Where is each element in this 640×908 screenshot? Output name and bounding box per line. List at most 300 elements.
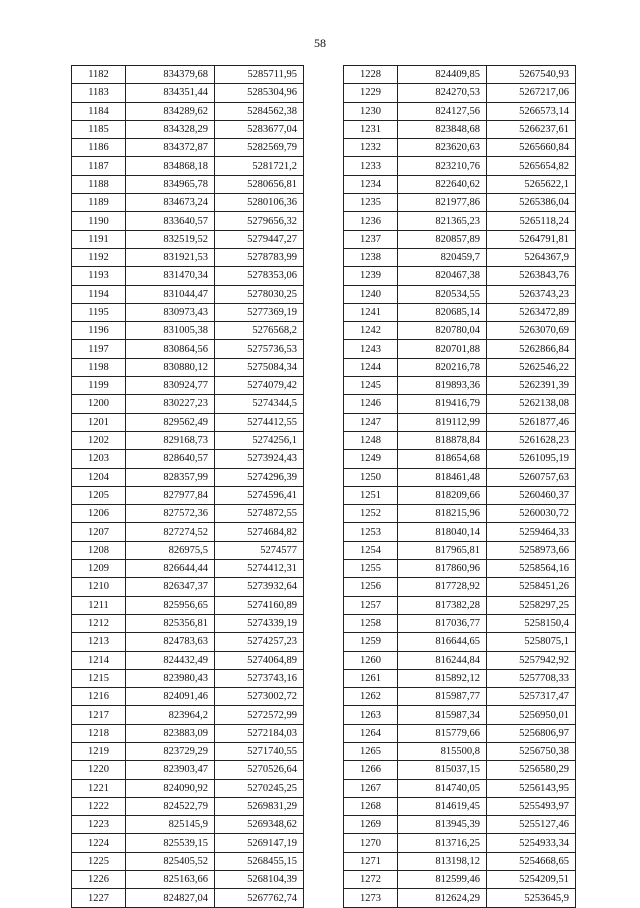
- x-coordinate-cell: 825356,81: [126, 614, 215, 632]
- x-coordinate-cell: 820857,89: [398, 230, 487, 248]
- table-row: [344, 102, 576, 120]
- point-number-cell: 1202: [72, 431, 126, 449]
- x-coordinate-cell: 827274,52: [126, 523, 215, 541]
- table-row: [72, 541, 304, 559]
- y-coordinate-cell: 5267217,06: [487, 84, 576, 102]
- x-coordinate-cell: 824091,46: [126, 688, 215, 706]
- point-number-cell: 1235: [344, 194, 398, 212]
- x-coordinate-cell: 830924,77: [126, 377, 215, 395]
- point-number-cell: 1201: [72, 413, 126, 431]
- y-coordinate-cell: 5263843,76: [487, 267, 576, 285]
- table-row: [344, 212, 576, 230]
- table-row: [344, 852, 576, 870]
- table-row: [72, 761, 304, 779]
- point-number-cell: 1185: [72, 120, 126, 138]
- y-coordinate-cell: 5263070,69: [487, 322, 576, 340]
- point-number-cell: 1213: [72, 633, 126, 651]
- point-number-cell: 1207: [72, 523, 126, 541]
- x-coordinate-cell: 824270,53: [398, 84, 487, 102]
- table-row: [72, 706, 304, 724]
- table-row: [72, 377, 304, 395]
- point-number-cell: 1208: [72, 541, 126, 559]
- table-row: [344, 248, 576, 266]
- x-coordinate-cell: 825539,15: [126, 834, 215, 852]
- x-coordinate-cell: 830227,23: [126, 395, 215, 413]
- table-row: [72, 742, 304, 760]
- x-coordinate-cell: 834328,29: [126, 120, 215, 138]
- point-number-cell: 1262: [344, 688, 398, 706]
- table-row: [344, 669, 576, 687]
- table-row: [72, 139, 304, 157]
- y-coordinate-cell: 5258150,4: [487, 614, 576, 632]
- table-row: [72, 120, 304, 138]
- point-number-cell: 1254: [344, 541, 398, 559]
- table-row: [72, 614, 304, 632]
- y-coordinate-cell: 5281721,2: [215, 157, 304, 175]
- point-number-cell: 1217: [72, 706, 126, 724]
- x-coordinate-cell: 815987,34: [398, 706, 487, 724]
- x-coordinate-cell: 826347,37: [126, 578, 215, 596]
- y-coordinate-cell: 5267540,93: [487, 66, 576, 84]
- point-number-cell: 1256: [344, 578, 398, 596]
- y-coordinate-cell: 5277369,19: [215, 303, 304, 321]
- point-number-cell: 1247: [344, 413, 398, 431]
- point-number-cell: 1230: [344, 102, 398, 120]
- table-row: [72, 322, 304, 340]
- point-number-cell: 1197: [72, 340, 126, 358]
- y-coordinate-cell: 5260460,37: [487, 486, 576, 504]
- y-coordinate-cell: 5266237,61: [487, 120, 576, 138]
- x-coordinate-cell: 818215,96: [398, 505, 487, 523]
- y-coordinate-cell: 5258564,16: [487, 560, 576, 578]
- point-number-cell: 1269: [344, 816, 398, 834]
- coordinate-table-left: [71, 65, 304, 908]
- table-row: [344, 614, 576, 632]
- point-number-cell: 1204: [72, 468, 126, 486]
- x-coordinate-cell: 813945,39: [398, 816, 487, 834]
- y-coordinate-cell: 5275736,53: [215, 340, 304, 358]
- point-number-cell: 1261: [344, 669, 398, 687]
- y-coordinate-cell: 5274339,19: [215, 614, 304, 632]
- table-row: [72, 560, 304, 578]
- point-number-cell: 1272: [344, 871, 398, 889]
- table-row: [72, 889, 304, 907]
- x-coordinate-cell: 815500,8: [398, 742, 487, 760]
- x-coordinate-cell: 815892,12: [398, 669, 487, 687]
- y-coordinate-cell: 5258451,26: [487, 578, 576, 596]
- table-row: [344, 596, 576, 614]
- y-coordinate-cell: 5255127,46: [487, 816, 576, 834]
- x-coordinate-cell: 818040,14: [398, 523, 487, 541]
- x-coordinate-cell: 815037,15: [398, 761, 487, 779]
- x-coordinate-cell: 834868,18: [126, 157, 215, 175]
- point-number-cell: 1188: [72, 175, 126, 193]
- y-coordinate-cell: 5268455,15: [215, 852, 304, 870]
- y-coordinate-cell: 5260757,63: [487, 468, 576, 486]
- y-coordinate-cell: 5274412,31: [215, 560, 304, 578]
- y-coordinate-cell: 5273743,16: [215, 669, 304, 687]
- x-coordinate-cell: 812599,46: [398, 871, 487, 889]
- x-coordinate-cell: 818209,66: [398, 486, 487, 504]
- x-coordinate-cell: 816644,65: [398, 633, 487, 651]
- table-row: [72, 871, 304, 889]
- table-row: [72, 194, 304, 212]
- y-coordinate-cell: 5273924,43: [215, 450, 304, 468]
- point-number-cell: 1270: [344, 834, 398, 852]
- point-number-cell: 1263: [344, 706, 398, 724]
- table-row: [72, 395, 304, 413]
- y-coordinate-cell: 5261628,23: [487, 431, 576, 449]
- y-coordinate-cell: 5257942,92: [487, 651, 576, 669]
- y-coordinate-cell: 5262546,22: [487, 358, 576, 376]
- table-row: [344, 523, 576, 541]
- y-coordinate-cell: 5268104,39: [215, 871, 304, 889]
- y-coordinate-cell: 5263472,89: [487, 303, 576, 321]
- point-number-cell: 1260: [344, 651, 398, 669]
- y-coordinate-cell: 5278353,06: [215, 267, 304, 285]
- point-number-cell: 1255: [344, 560, 398, 578]
- x-coordinate-cell: 820467,38: [398, 267, 487, 285]
- y-coordinate-cell: 5285711,95: [215, 66, 304, 84]
- point-number-cell: 1220: [72, 761, 126, 779]
- table-row: [72, 248, 304, 266]
- point-number-cell: 1186: [72, 139, 126, 157]
- x-coordinate-cell: 820780,04: [398, 322, 487, 340]
- table-row: [344, 157, 576, 175]
- y-coordinate-cell: 5261095,19: [487, 450, 576, 468]
- table-row: [72, 651, 304, 669]
- y-coordinate-cell: 5269348,62: [215, 816, 304, 834]
- table-row: [72, 779, 304, 797]
- table-row: [72, 157, 304, 175]
- y-coordinate-cell: 5274257,23: [215, 633, 304, 651]
- table-row: [344, 175, 576, 193]
- y-coordinate-cell: 5272184,03: [215, 724, 304, 742]
- x-coordinate-cell: 824827,04: [126, 889, 215, 907]
- x-coordinate-cell: 830864,56: [126, 340, 215, 358]
- point-number-cell: 1228: [344, 66, 398, 84]
- table-row: [72, 852, 304, 870]
- x-coordinate-cell: 819112,99: [398, 413, 487, 431]
- table-row: [72, 669, 304, 687]
- y-coordinate-cell: 5274160,89: [215, 596, 304, 614]
- y-coordinate-cell: 5256806,97: [487, 724, 576, 742]
- point-number-cell: 1245: [344, 377, 398, 395]
- table-row: [344, 267, 576, 285]
- table-row: [344, 230, 576, 248]
- point-number-cell: 1182: [72, 66, 126, 84]
- x-coordinate-cell: 834289,62: [126, 102, 215, 120]
- table-row: [72, 468, 304, 486]
- y-coordinate-cell: 5274079,42: [215, 377, 304, 395]
- table-row: [344, 871, 576, 889]
- x-coordinate-cell: 824409,85: [398, 66, 487, 84]
- table-row: [344, 66, 576, 84]
- y-coordinate-cell: 5261877,46: [487, 413, 576, 431]
- table-row: [344, 194, 576, 212]
- y-coordinate-cell: 5284562,38: [215, 102, 304, 120]
- point-number-cell: 1198: [72, 358, 126, 376]
- point-number-cell: 1187: [72, 157, 126, 175]
- x-coordinate-cell: 834379,68: [126, 66, 215, 84]
- table-row: [344, 358, 576, 376]
- point-number-cell: 1184: [72, 102, 126, 120]
- table-row: [344, 120, 576, 138]
- table-row: [344, 139, 576, 157]
- y-coordinate-cell: 5274064,89: [215, 651, 304, 669]
- y-coordinate-cell: 5275084,34: [215, 358, 304, 376]
- x-coordinate-cell: 819416,79: [398, 395, 487, 413]
- table-row: [344, 468, 576, 486]
- point-number-cell: 1206: [72, 505, 126, 523]
- x-coordinate-cell: 814740,05: [398, 779, 487, 797]
- table-row: [72, 175, 304, 193]
- x-coordinate-cell: 824783,63: [126, 633, 215, 651]
- table-row: [72, 486, 304, 504]
- x-coordinate-cell: 817965,81: [398, 541, 487, 559]
- point-number-cell: 1238: [344, 248, 398, 266]
- point-number-cell: 1244: [344, 358, 398, 376]
- table-row: [344, 285, 576, 303]
- point-number-cell: 1205: [72, 486, 126, 504]
- x-coordinate-cell: 824090,92: [126, 779, 215, 797]
- point-number-cell: 1223: [72, 816, 126, 834]
- point-number-cell: 1226: [72, 871, 126, 889]
- x-coordinate-cell: 815987,77: [398, 688, 487, 706]
- table-row: [344, 724, 576, 742]
- x-coordinate-cell: 818461,48: [398, 468, 487, 486]
- y-coordinate-cell: 5265660,84: [487, 139, 576, 157]
- table-row: [344, 706, 576, 724]
- x-coordinate-cell: 831044,47: [126, 285, 215, 303]
- point-number-cell: 1229: [344, 84, 398, 102]
- y-coordinate-cell: 5274412,55: [215, 413, 304, 431]
- table-row: [344, 303, 576, 321]
- x-coordinate-cell: 831005,38: [126, 322, 215, 340]
- y-coordinate-cell: 5262866,84: [487, 340, 576, 358]
- y-coordinate-cell: 5255493,97: [487, 797, 576, 815]
- y-coordinate-cell: 5257708,33: [487, 669, 576, 687]
- point-number-cell: 1196: [72, 322, 126, 340]
- point-number-cell: 1253: [344, 523, 398, 541]
- point-number-cell: 1209: [72, 560, 126, 578]
- x-coordinate-cell: 817860,96: [398, 560, 487, 578]
- y-coordinate-cell: 5258297,25: [487, 596, 576, 614]
- point-number-cell: 1239: [344, 267, 398, 285]
- table-row: [344, 450, 576, 468]
- y-coordinate-cell: 5267762,74: [215, 889, 304, 907]
- point-number-cell: 1240: [344, 285, 398, 303]
- table-row: [344, 742, 576, 760]
- x-coordinate-cell: 814619,45: [398, 797, 487, 815]
- y-coordinate-cell: 5274256,1: [215, 431, 304, 449]
- table-row: [344, 797, 576, 815]
- table-row: [72, 230, 304, 248]
- table-row: [72, 505, 304, 523]
- point-number-cell: 1218: [72, 724, 126, 742]
- y-coordinate-cell: 5264367,9: [487, 248, 576, 266]
- y-coordinate-cell: 5254668,65: [487, 852, 576, 870]
- x-coordinate-cell: 823883,09: [126, 724, 215, 742]
- x-coordinate-cell: 829168,73: [126, 431, 215, 449]
- table-row: [72, 578, 304, 596]
- y-coordinate-cell: 5257317,47: [487, 688, 576, 706]
- table-row: [72, 450, 304, 468]
- y-coordinate-cell: 5266573,14: [487, 102, 576, 120]
- y-coordinate-cell: 5259464,33: [487, 523, 576, 541]
- x-coordinate-cell: 823729,29: [126, 742, 215, 760]
- point-number-cell: 1192: [72, 248, 126, 266]
- x-coordinate-cell: 827977,84: [126, 486, 215, 504]
- y-coordinate-cell: 5260030,72: [487, 505, 576, 523]
- x-coordinate-cell: 820685,14: [398, 303, 487, 321]
- y-coordinate-cell: 5269147,19: [215, 834, 304, 852]
- point-number-cell: 1194: [72, 285, 126, 303]
- y-coordinate-cell: 5278030,25: [215, 285, 304, 303]
- y-coordinate-cell: 5272572,99: [215, 706, 304, 724]
- point-number-cell: 1211: [72, 596, 126, 614]
- x-coordinate-cell: 818654,68: [398, 450, 487, 468]
- y-coordinate-cell: 5279447,27: [215, 230, 304, 248]
- x-coordinate-cell: 825956,65: [126, 596, 215, 614]
- y-coordinate-cell: 5269831,29: [215, 797, 304, 815]
- point-number-cell: 1273: [344, 889, 398, 907]
- x-coordinate-cell: 817728,92: [398, 578, 487, 596]
- point-number-cell: 1215: [72, 669, 126, 687]
- y-coordinate-cell: 5274872,55: [215, 505, 304, 523]
- y-coordinate-cell: 5256580,29: [487, 761, 576, 779]
- x-coordinate-cell: 818878,84: [398, 431, 487, 449]
- y-coordinate-cell: 5282569,79: [215, 139, 304, 157]
- y-coordinate-cell: 5265654,82: [487, 157, 576, 175]
- x-coordinate-cell: 823620,63: [398, 139, 487, 157]
- x-coordinate-cell: 823848,68: [398, 120, 487, 138]
- y-coordinate-cell: 5253645,9: [487, 889, 576, 907]
- table-row: [72, 413, 304, 431]
- x-coordinate-cell: 817036,77: [398, 614, 487, 632]
- y-coordinate-cell: 5280656,81: [215, 175, 304, 193]
- point-number-cell: 1264: [344, 724, 398, 742]
- point-number-cell: 1193: [72, 267, 126, 285]
- point-number-cell: 1234: [344, 175, 398, 193]
- point-number-cell: 1266: [344, 761, 398, 779]
- x-coordinate-cell: 816244,84: [398, 651, 487, 669]
- point-number-cell: 1242: [344, 322, 398, 340]
- y-coordinate-cell: 5263743,23: [487, 285, 576, 303]
- point-number-cell: 1195: [72, 303, 126, 321]
- y-coordinate-cell: 5285304,96: [215, 84, 304, 102]
- point-number-cell: 1237: [344, 230, 398, 248]
- point-number-cell: 1191: [72, 230, 126, 248]
- point-number-cell: 1241: [344, 303, 398, 321]
- point-number-cell: 1252: [344, 505, 398, 523]
- table-row: [344, 413, 576, 431]
- point-number-cell: 1221: [72, 779, 126, 797]
- x-coordinate-cell: 824522,79: [126, 797, 215, 815]
- y-coordinate-cell: 5262391,39: [487, 377, 576, 395]
- y-coordinate-cell: 5278783,99: [215, 248, 304, 266]
- point-number-cell: 1190: [72, 212, 126, 230]
- point-number-cell: 1183: [72, 84, 126, 102]
- point-number-cell: 1231: [344, 120, 398, 138]
- table-row: [72, 724, 304, 742]
- x-coordinate-cell: 824127,56: [398, 102, 487, 120]
- table-row: [72, 212, 304, 230]
- point-number-cell: 1251: [344, 486, 398, 504]
- point-number-cell: 1227: [72, 889, 126, 907]
- y-coordinate-cell: 5270526,64: [215, 761, 304, 779]
- y-coordinate-cell: 5254209,51: [487, 871, 576, 889]
- point-number-cell: 1212: [72, 614, 126, 632]
- x-coordinate-cell: 825145,9: [126, 816, 215, 834]
- x-coordinate-cell: 823210,76: [398, 157, 487, 175]
- x-coordinate-cell: 834673,24: [126, 194, 215, 212]
- table-row: [72, 303, 304, 321]
- table-row: [344, 377, 576, 395]
- table-row: [72, 797, 304, 815]
- y-coordinate-cell: 5283677,04: [215, 120, 304, 138]
- table-row: [344, 395, 576, 413]
- point-number-cell: 1214: [72, 651, 126, 669]
- table-row: [72, 816, 304, 834]
- table-row: [72, 688, 304, 706]
- table-row: [72, 633, 304, 651]
- y-coordinate-cell: 5264791,81: [487, 230, 576, 248]
- table-row: [72, 340, 304, 358]
- x-coordinate-cell: 820459,7: [398, 248, 487, 266]
- x-coordinate-cell: 823980,43: [126, 669, 215, 687]
- table-row: [344, 688, 576, 706]
- y-coordinate-cell: 5274296,39: [215, 468, 304, 486]
- x-coordinate-cell: 819893,36: [398, 377, 487, 395]
- point-number-cell: 1257: [344, 596, 398, 614]
- point-number-cell: 1246: [344, 395, 398, 413]
- y-coordinate-cell: 5265118,24: [487, 212, 576, 230]
- table-row: [344, 816, 576, 834]
- x-coordinate-cell: 820216,78: [398, 358, 487, 376]
- point-number-cell: 1222: [72, 797, 126, 815]
- table-row: [344, 541, 576, 559]
- point-number-cell: 1249: [344, 450, 398, 468]
- point-number-cell: 1268: [344, 797, 398, 815]
- table-row: [344, 779, 576, 797]
- table-row: [72, 523, 304, 541]
- x-coordinate-cell: 831921,53: [126, 248, 215, 266]
- y-coordinate-cell: 5279656,32: [215, 212, 304, 230]
- point-number-cell: 1243: [344, 340, 398, 358]
- point-number-cell: 1259: [344, 633, 398, 651]
- x-coordinate-cell: 817382,28: [398, 596, 487, 614]
- point-number-cell: 1236: [344, 212, 398, 230]
- table-row: [344, 834, 576, 852]
- x-coordinate-cell: 825163,66: [126, 871, 215, 889]
- y-coordinate-cell: 5276568,2: [215, 322, 304, 340]
- point-number-cell: 1267: [344, 779, 398, 797]
- y-coordinate-cell: 5271740,55: [215, 742, 304, 760]
- point-number-cell: 1225: [72, 852, 126, 870]
- point-number-cell: 1250: [344, 468, 398, 486]
- table-row: [344, 486, 576, 504]
- table-row: [72, 834, 304, 852]
- y-coordinate-cell: 5256143,95: [487, 779, 576, 797]
- x-coordinate-cell: 833640,57: [126, 212, 215, 230]
- table-row: [344, 322, 576, 340]
- table-row: [72, 66, 304, 84]
- x-coordinate-cell: 828640,57: [126, 450, 215, 468]
- x-coordinate-cell: 829562,49: [126, 413, 215, 431]
- y-coordinate-cell: 5273002,72: [215, 688, 304, 706]
- x-coordinate-cell: 815779,66: [398, 724, 487, 742]
